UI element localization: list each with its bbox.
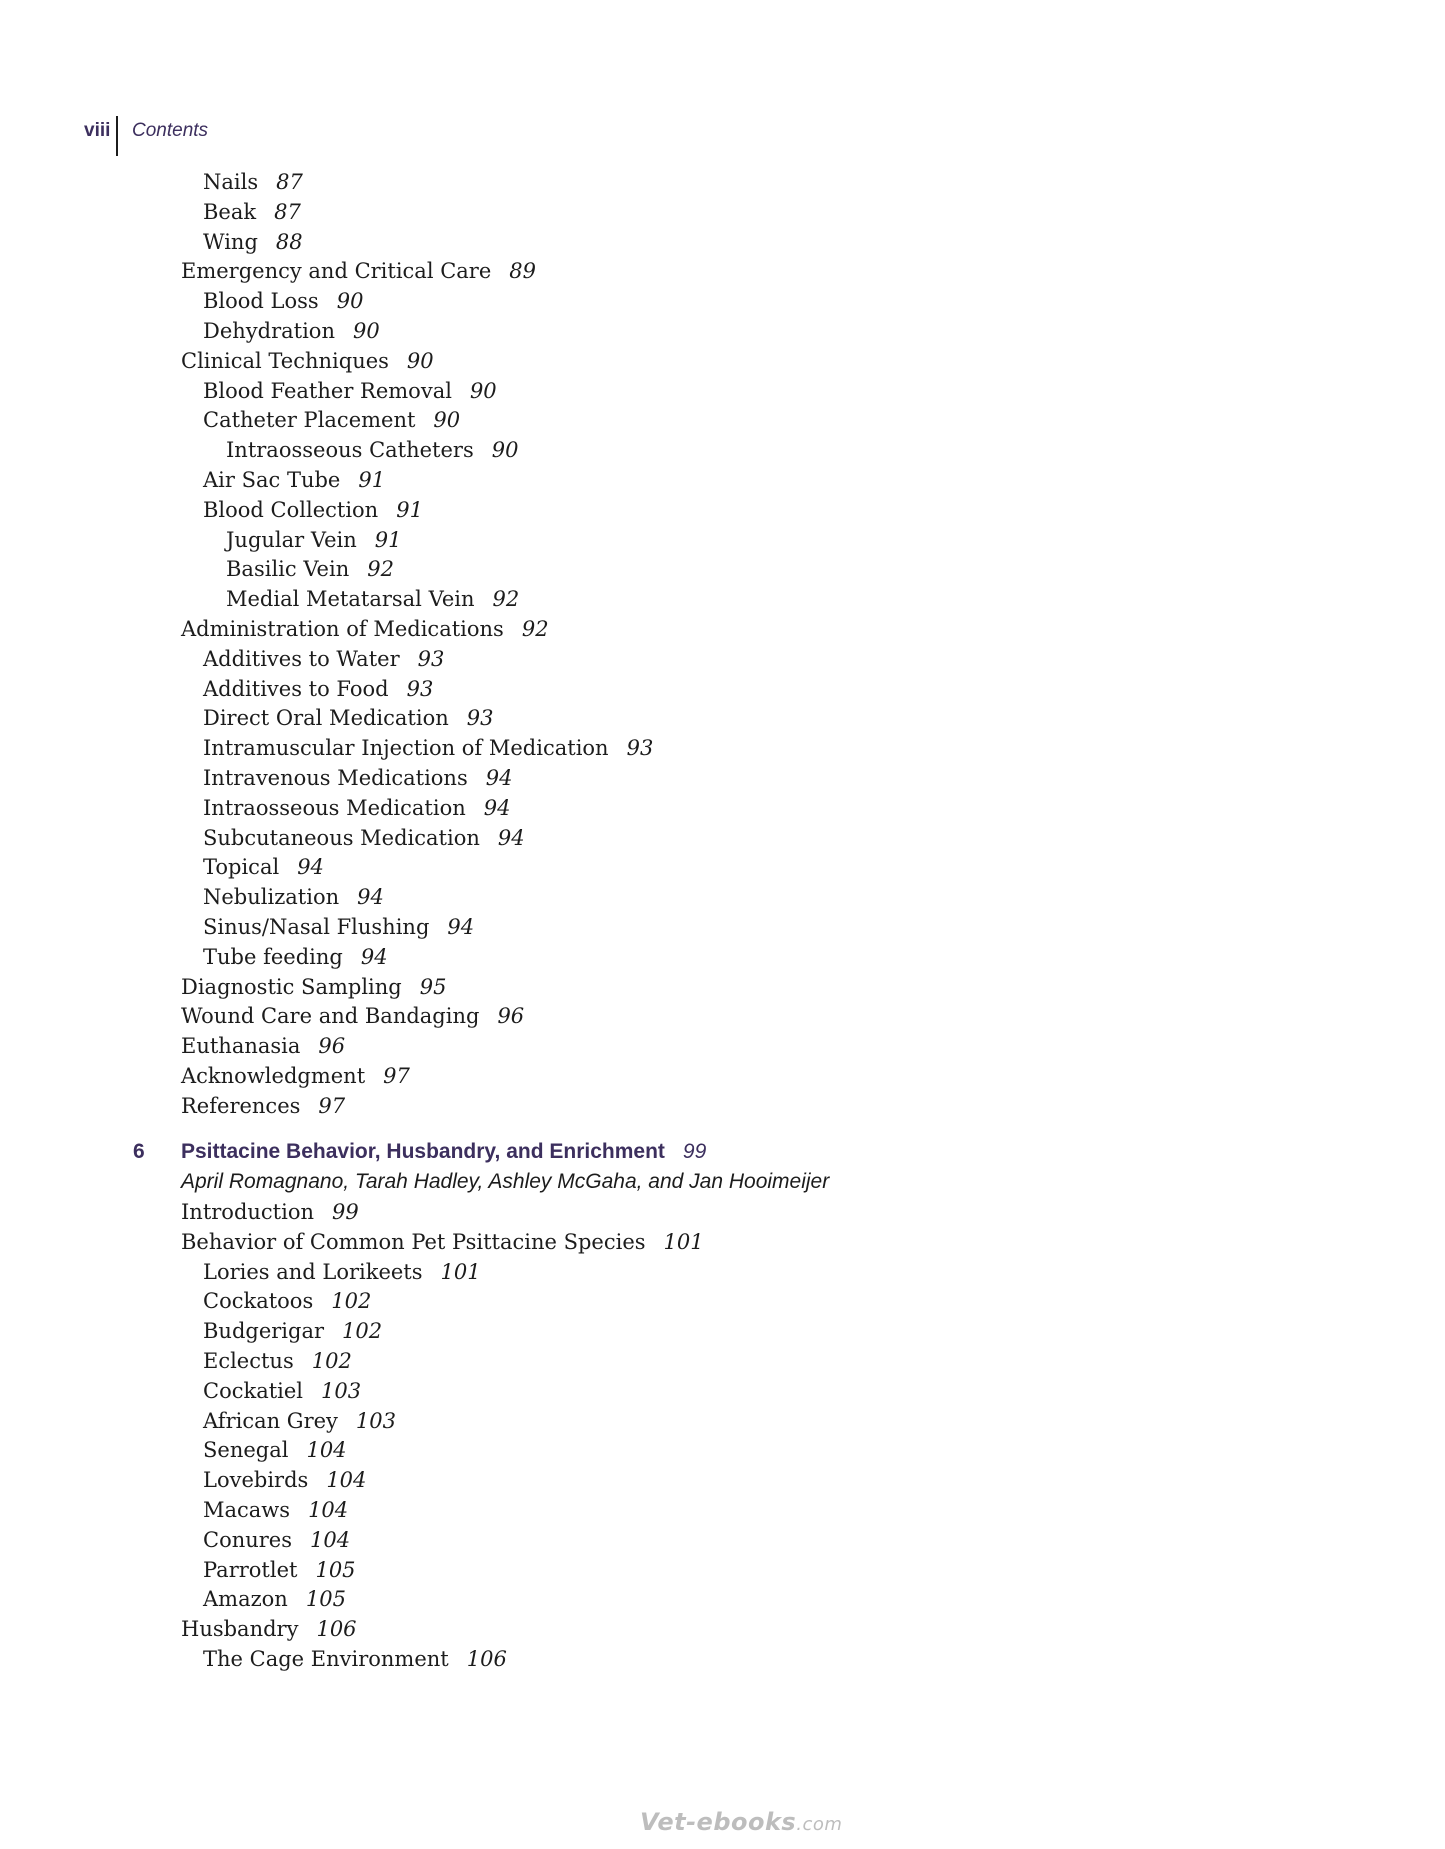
toc-entry-page: 91 [374,527,402,552]
toc-entry-page: 94 [357,885,384,910]
toc-entry-page: 103 [355,1408,397,1433]
toc-entry[interactable] [226,438,518,462]
toc-entry-title: Intramuscular Injection of Medication [203,736,609,761]
toc-entry[interactable] [203,1498,348,1522]
toc-entry-page: 93 [406,676,434,701]
toc-entry-title: Additives to Food [203,676,389,701]
toc-entry-title: Blood Feather Removal [203,378,452,403]
toc-entry[interactable] [203,945,388,969]
toc-entry[interactable] [203,855,324,879]
toc-entry-title: Cockatiel [203,1378,304,1403]
header-divider [116,116,118,156]
toc-entry-title: Euthanasia [181,1034,301,1059]
toc-entry[interactable] [181,1064,410,1088]
toc-entry-title: References [181,1093,301,1118]
toc-entry-page: 94 [297,855,324,880]
toc-entry-title: Additives to Water [203,646,400,671]
toc-entry[interactable] [203,1289,371,1313]
toc-entry-page: 93 [417,646,445,671]
toc-entry-title: Intravenous Medications [203,766,468,790]
toc-entry-page: 89 [509,259,537,284]
toc-entry-page: 104 [306,1438,347,1463]
toc-entry-page: 90 [491,438,519,463]
toc-entry[interactable] [181,1094,345,1118]
toc-entry-title: Air Sac Tube [203,468,341,492]
toc-entry[interactable] [203,766,512,790]
toc-entry-page: 94 [497,825,525,850]
toc-entry-page: 94 [447,915,475,939]
toc-entry[interactable] [203,915,474,939]
toc-entry[interactable] [203,885,384,909]
toc-entry-title: Amazon [203,1587,288,1612]
toc-entry-title: Husbandry [181,1617,299,1642]
toc-entry-page: 87 [276,170,303,194]
toc-entry-page: 105 [315,1557,356,1582]
toc-entry-title: Senegal [203,1438,289,1463]
toc-entry-page: 91 [396,497,423,522]
toc-entry-page: 95 [419,974,447,999]
toc-entry[interactable] [203,230,303,254]
toc-entry-page: 99 [332,1200,359,1224]
chapter-title-text: Psittacine Behavior, Husbandry, and Enrichment [181,1140,665,1163]
toc-entry-title: African Grey [203,1408,338,1433]
toc-entry-title: Intraosseous Catheters [226,438,474,463]
toc-entry-page: 90 [352,319,380,343]
toc-entry-page: 104 [326,1468,367,1493]
toc-entry[interactable] [181,259,536,283]
chapter-authors: April Romagnano, Tarah Hadley, Ashley McGaha, and Jan Hooimeijer [181,1170,830,1193]
toc-entry-title: Intraosseous Medication [203,795,466,820]
toc-entry[interactable] [181,1617,357,1641]
toc-entry-title: Clinical Techniques [181,348,389,373]
toc-entry-title: Diagnostic Sampling [181,974,402,999]
page-number: viii [84,120,111,141]
toc-entry-page: 93 [466,706,494,731]
toc-entry-page: 92 [521,617,549,641]
toc-entry-title: Macaws [203,1498,291,1522]
toc-entry-title: Parrotlet [203,1557,298,1582]
toc-entry-page: 90 [469,378,497,403]
toc-entry-page: 96 [497,1004,525,1029]
toc-entry-page: 97 [318,1093,346,1118]
toc-entry-page: 94 [485,766,513,790]
toc-entry[interactable] [203,170,303,194]
toc-entry-page: 102 [311,1349,352,1373]
toc-entry-page: 87 [274,199,301,224]
toc-entry-page: 104 [308,1498,349,1522]
toc-entry-title: Basilic Vein [226,557,350,582]
toc-entry[interactable] [203,319,380,343]
toc-entry[interactable] [203,289,363,313]
toc-entry-page: 106 [316,1617,357,1642]
toc-entry[interactable] [181,975,446,999]
watermark-suffix: .com [796,1814,843,1835]
chapter-title[interactable] [181,1140,706,1164]
toc-entry-title: Lovebirds [203,1468,309,1493]
toc-entry-title: Direct Oral Medication [203,706,449,731]
toc-entry-title: Conures [203,1527,293,1552]
toc-entry[interactable] [203,647,444,671]
toc-entry[interactable] [203,677,433,701]
toc-entry[interactable] [226,557,394,581]
toc-entry[interactable] [181,1230,704,1254]
toc-entry-page: 101 [663,1229,704,1254]
toc-entry-page: 94 [360,944,388,969]
toc-entry-page: 91 [358,468,386,492]
toc-entry-title: Eclectus [203,1349,294,1373]
toc-entry-title: Tube feeding [203,944,343,969]
toc-entry-title: Nails [203,170,259,194]
toc-entry-title: Wing [203,229,258,254]
toc-entry-page: 88 [275,229,303,254]
toc-entry[interactable] [203,1558,356,1582]
toc-entry-page: 93 [626,736,654,761]
toc-entry-title: Beak [203,199,257,224]
toc-entry[interactable] [203,736,653,760]
toc-entry-title: Lories and Lorikeets [203,1259,423,1284]
toc-entry-page: 101 [440,1259,481,1284]
toc-entry-page: 104 [310,1527,351,1552]
toc-entry[interactable] [181,349,434,373]
toc-entry[interactable] [203,1587,346,1611]
toc-entry-title: Introduction [181,1200,314,1224]
toc-entry[interactable] [203,1319,382,1343]
toc-entry[interactable] [181,1034,345,1058]
toc-entry-title: Cockatoos [203,1289,314,1314]
toc-entry-title: Nebulization [203,885,340,910]
toc-entry-page: 106 [466,1647,507,1671]
chapter-number: 6 [133,1140,145,1163]
watermark-logo [640,1808,842,1836]
toc-entry[interactable] [203,379,497,403]
chapter-page: 99 [682,1140,707,1163]
toc-entry-title: Jugular Vein [226,527,357,552]
toc-entry[interactable] [203,796,511,820]
toc-entry-page: 90 [433,408,461,433]
toc-entry-page: 90 [336,289,364,314]
toc-entry-title: Blood Loss [203,289,319,314]
toc-entry-page: 92 [492,587,520,612]
toc-entry-page: 94 [483,795,511,820]
toc-entry[interactable] [203,408,460,432]
toc-entry-page: 105 [305,1587,346,1612]
toc-entry[interactable] [203,498,423,522]
toc-entry-title: Dehydration [203,319,335,343]
running-title: Contents [132,120,209,141]
toc-entry[interactable] [181,617,549,641]
toc-entry-page: 92 [367,557,394,582]
toc-entry-title: Emergency and Critical Care [181,259,492,284]
toc-entry-title: Acknowledgment [181,1064,366,1088]
toc-entry[interactable] [203,706,494,730]
toc-entry[interactable] [203,1379,361,1403]
toc-entry-page: 102 [342,1319,383,1344]
toc-entry[interactable] [203,468,385,492]
toc-entry-page: 103 [321,1378,362,1403]
toc-entry-title: Blood Collection [203,497,379,522]
watermark-text: Vet-ebooks [640,1808,797,1836]
toc-entry[interactable] [203,1528,350,1552]
toc-entry[interactable] [203,1409,396,1433]
toc-entry-page: 102 [331,1289,372,1314]
toc-entry-title: The Cage Environment [203,1647,449,1671]
toc-entry-title: Budgerigar [203,1319,325,1344]
toc-entry-title: Medial Metatarsal Vein [226,587,475,612]
toc-entry-page: 97 [383,1064,410,1088]
toc-entry[interactable] [203,826,525,850]
toc-entry-title: Sinus/Nasal Flushing [203,915,430,939]
toc-entry[interactable] [203,1260,481,1284]
toc-entry[interactable] [203,1438,347,1462]
toc-entry[interactable] [203,200,301,224]
toc-entry-title: Behavior of Common Pet Psittacine Species [181,1229,646,1254]
toc-entry-title: Administration of Medications [181,617,504,641]
toc-entry-title: Catheter Placement [203,408,416,433]
toc-entry[interactable] [181,1004,524,1028]
toc-entry-title: Wound Care and Bandaging [181,1004,480,1029]
toc-entry[interactable] [203,1647,507,1671]
toc-entry[interactable] [226,587,519,611]
toc-entry-title: Topical [203,855,280,880]
toc-entry-title: Subcutaneous Medication [203,825,480,850]
toc-entry-page: 96 [318,1034,346,1059]
toc-entry-page: 90 [406,348,434,373]
toc-entry[interactable] [226,528,402,552]
toc-entry[interactable] [203,1349,352,1373]
toc-entry[interactable] [203,1468,366,1492]
toc-entry[interactable] [181,1200,359,1224]
